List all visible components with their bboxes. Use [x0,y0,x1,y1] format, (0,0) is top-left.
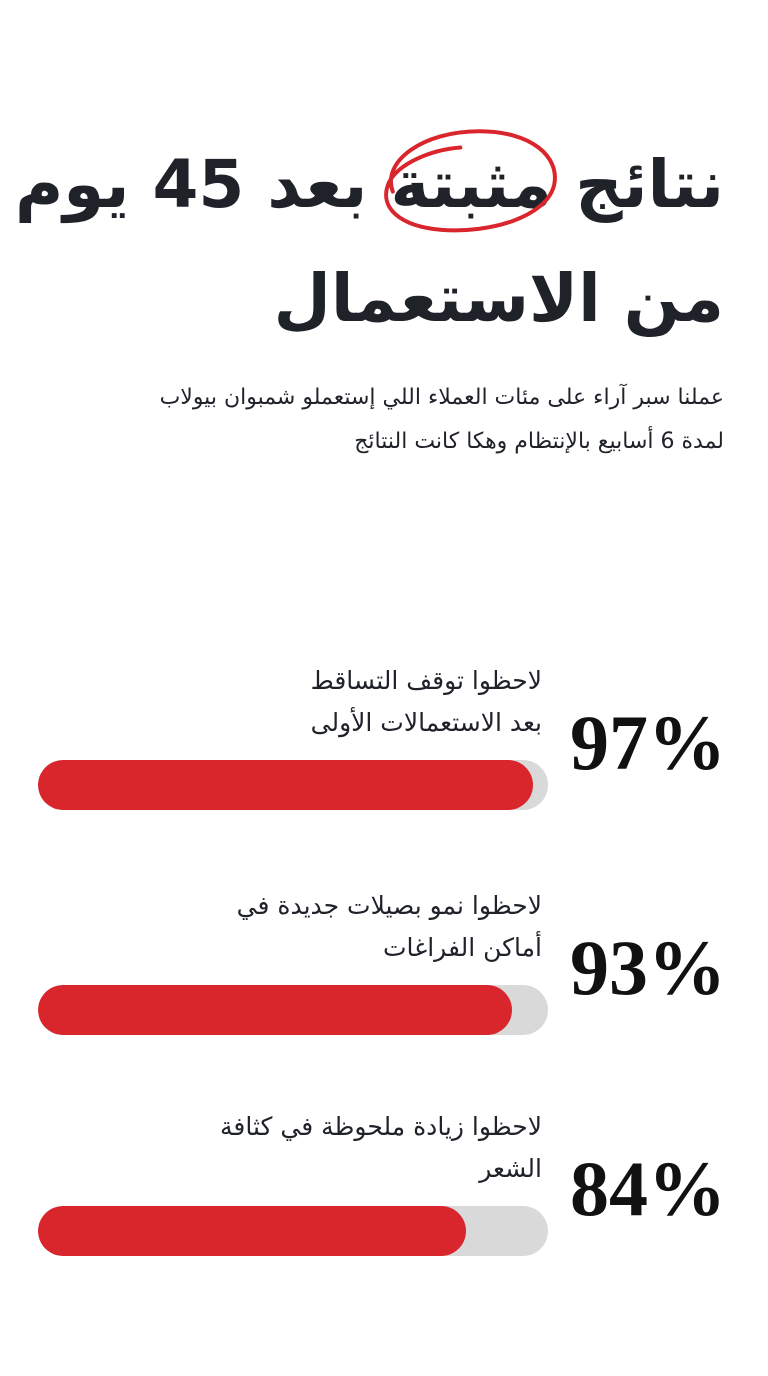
stat-label [42,885,542,969]
stat-new-follicles [0,885,768,1065]
survey-description [34,376,724,464]
headline-word-proven: مثبتة [390,146,553,223]
survey-description-line-2: لمدة 6 أسابيع بالإنتظام وهكا كانت النتائج [354,429,724,454]
headline [14,128,724,356]
stat-percentage: 84% [570,1145,726,1232]
stat-label-line-1: لاحظوا زيادة ملحوظة في كثافة [220,1112,542,1141]
progress-track [38,760,548,810]
stat-label [42,660,542,744]
progress-fill [38,985,512,1035]
stat-label-line-1: لاحظوا توقف التساقط [310,666,542,695]
headline-after-45-days: بعد 45 يوم [14,146,368,223]
stat-percentage: 97% [570,699,726,786]
stat-label-line-2: الشعر [479,1154,542,1183]
headline-circled-word [390,128,552,242]
survey-description-line-1: عملنا سبر آراء على مئات العملاء اللي إستعملو شمبوان بيولاب [159,385,724,410]
progress-fill [38,1206,466,1256]
headline-line-2: من الاستعمال [273,260,724,337]
stat-label [42,1106,542,1190]
stat-label-line-2: أماكن الفراغات [382,933,542,962]
stat-label-line-2: بعد الاستعمالات الأولى [310,708,542,737]
headline-line-1 [14,128,724,242]
progress-fill [38,760,533,810]
stat-percentage: 93% [570,924,726,1011]
progress-track [38,985,548,1035]
headline-word-results: نتائج [575,146,724,223]
stat-hair-density [0,1106,768,1286]
stat-label-line-1: لاحظوا نمو بصيلات جديدة في [236,891,542,920]
progress-track [38,1206,548,1256]
stat-hair-fall-stopped [0,660,768,840]
